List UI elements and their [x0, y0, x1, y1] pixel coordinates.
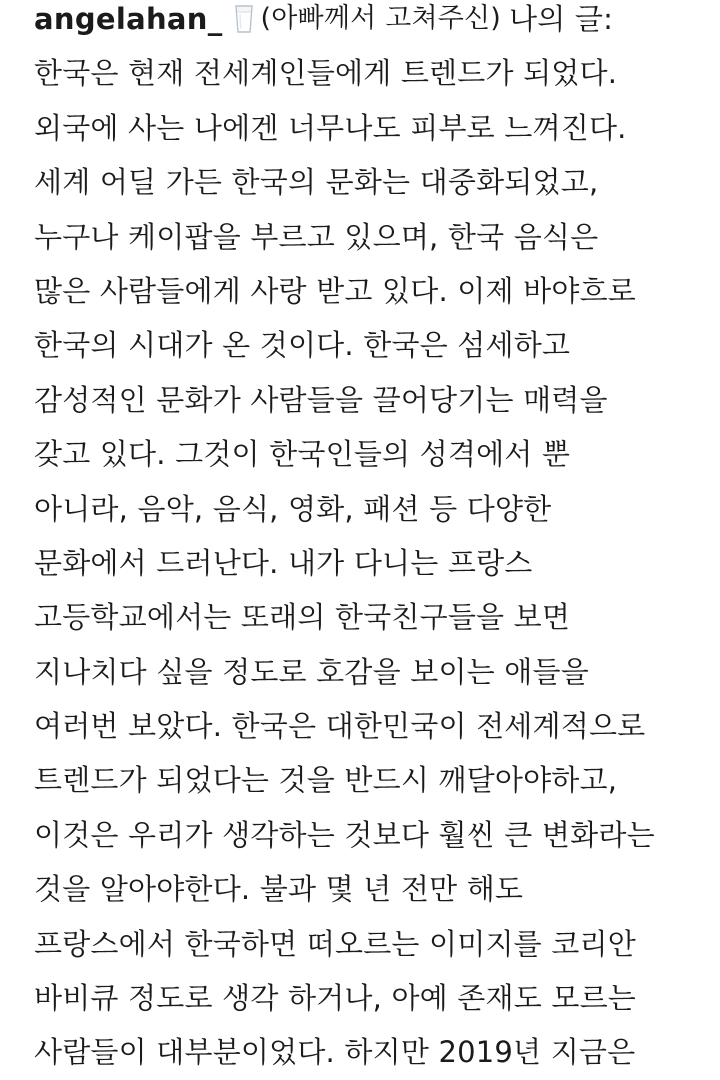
- caption-line: 바비큐 정도로 생각 하거나, 아예 존재도 모르는: [34, 981, 636, 1016]
- caption-line: 누구나 케이팝을 부르고 있으며, 한국 음식은: [34, 219, 599, 254]
- caption-line: 프랑스에서 한국하면 떠오르는 이미지를 코리안: [34, 926, 636, 961]
- caption-line: 아니라, 음악, 음식, 영화, 패션 등 다양한: [34, 491, 552, 526]
- username-link[interactable]: angelahan_: [34, 2, 223, 36]
- caption-label: 나의 글:: [509, 2, 614, 36]
- caption-line: 고등학교에서는 또래의 한국친구들을 보면: [34, 600, 571, 635]
- caption-header-line: [34, 0, 714, 46]
- caption-line: 외국에 사는 나에겐 너무나도 피부로 느껴진다.: [34, 110, 627, 145]
- caption-line: 많은 사람들에게 사랑 받고 있다. 이제 바야흐로: [34, 273, 636, 308]
- glass-of-milk-icon: [233, 3, 255, 35]
- caption-line: 한국은 현재 전세계인들에게 트렌드가 되었다.: [34, 56, 618, 91]
- caption-line: 이것은 우리가 생각하는 것보다 훨씬 큰 변화라는: [34, 817, 655, 852]
- post-caption: [34, 0, 714, 1080]
- caption-line: 것을 알아야한다. 불과 몇 년 전만 해도: [34, 872, 524, 907]
- caption-line: 한국의 시대가 온 것이다. 한국은 섬세하고: [34, 328, 571, 363]
- caption-line: 세계 어딜 가든 한국의 문화는 대중화되었고,: [34, 165, 599, 200]
- caption-line: 여러번 보았다. 한국은 대한민국이 전세계적으로: [34, 709, 646, 744]
- caption-line: 지나치다 싶을 정도로 호감을 보이는 애들을: [34, 654, 589, 689]
- caption-line: 갖고 있다. 그것이 한국인들의 성격에서 뿐: [34, 437, 571, 472]
- caption-line: 문화에서 드러난다. 내가 다니는 프랑스: [34, 545, 533, 580]
- caption-line: 감성적인 문화가 사람들을 끌어당기는 매력을: [34, 382, 608, 417]
- caption-line: 트렌드가 되었다는 것을 반드시 깨달아야하고,: [34, 763, 618, 798]
- caption-line: 사람들이 대부분이었다. 하지만 2019년 지금은: [34, 1035, 636, 1070]
- caption-body: [34, 46, 714, 1079]
- source-note: (아빠께서 고쳐주신): [260, 3, 502, 34]
